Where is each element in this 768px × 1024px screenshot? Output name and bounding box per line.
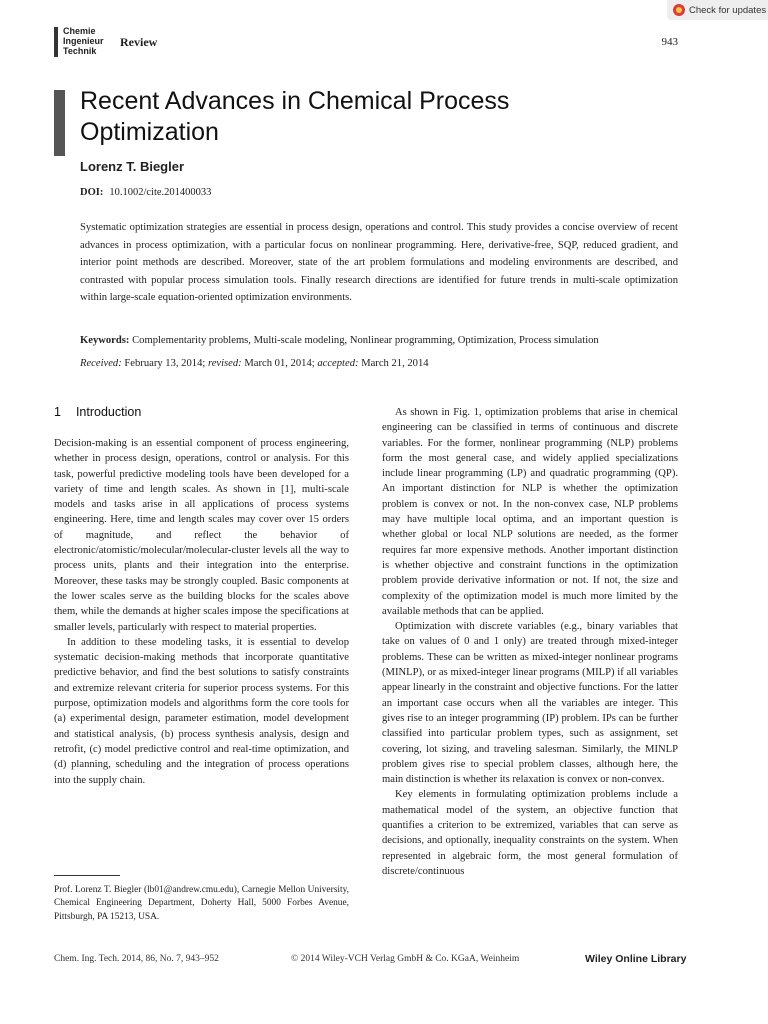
doi-label: DOI: — [80, 187, 104, 198]
dates-row — [80, 358, 690, 369]
title-accent-bar — [54, 90, 65, 156]
header-accent-bar — [54, 27, 58, 57]
revised-label: revised: — [207, 358, 242, 369]
author-footnote: Prof. Lorenz T. Biegler (lb01@andrew.cmu.edu), Carnegie Mellon University, Chemical Engineering Department, Doherty Hall, 5000 Forbes Avenue, Pittsburgh, PA 15213, USA. — [54, 885, 349, 922]
journal-logo-line: Chemie — [63, 26, 96, 36]
section-title: Introduction — [75, 405, 142, 419]
journal-logo-line: Technik — [63, 46, 97, 56]
abstract: Systematic optimization strategies are essential in process design, operations and control. This study provides a concise overview of recent advances in process optimization, with a particular focus on nonlinear programming. Here, derivative-free, SQP, reduced gradient, and interior point methods are described. Moreover, state of the art problem formulations and modeling environments are described, and contrasted with popular process simulation tools. Finally research directions are identified for future trends in multi-scale optimization within large-scale equation-oriented optimization environments. — [80, 222, 678, 304]
body-paragraph: In addition to these modeling tasks, it is essential to develop systematic decision-making methods that incorporate quantitative predictive behavior, and find the best solutions to satisfy constraints and extremize relevant criteria for superior process systems. For this purpose, optimization models and algorithms form the core tools for (a) experimental design, parameter estimation, model development and statistical analysis, (b) process synthesis analysis, design and retrofit, (c) model predictive control and real-time optimization, and (d) planning, scheduling and the integration of process operations into the supply chain. — [54, 636, 349, 786]
crossmark-icon — [673, 4, 685, 16]
footnote-rule — [54, 875, 120, 876]
body-column-left — [54, 436, 349, 788]
received-label: Received: — [80, 358, 122, 369]
page-number: 943 — [661, 36, 678, 48]
check-for-updates-button[interactable] — [667, 0, 768, 20]
received-date: February 13, 2014; — [124, 358, 206, 369]
section-number: 1 — [54, 405, 61, 419]
body-paragraph: Decision-making is an essential component of process engineering, whether in process design, operations, control or analysis. For this task, powerful predictive modeling tools have been developed for a variety of time and length scales. As shown in [1], multi-scale models and tasks arise in all applications of process systems engineering. Here, time and length scales may cover over 15 orders of magnitude, and reflect the behavior of electronic/atomistic/molecular/molecular-cluster levels all the way to process units, plants and their integration into the enterprise. Moreover, these tasks may be strongly coupled. Basic components at the lower scales serve as the building blocks for the scales above them, while the demands at higher scales impose the specifications at smaller levels, particularly with respect to material properties. — [54, 438, 349, 633]
doi-link[interactable]: 10.1002/cite.201400033 — [109, 187, 212, 198]
doi-row — [80, 187, 211, 198]
accepted-label: accepted: — [317, 358, 359, 369]
body-paragraph: As shown in Fig. 1, optimization problems that arise in chemical engineering can be classified in terms of continuous and discrete variables. For the former, nonlinear programming (NLP) problems form the most general case, and widely applied specializations include linear programming (LP) and quadratic programming (QP). An important distinction for NLP is whether the optimization problem is convex or not. In the non-convex case, NLP problems may have multiple local optima, and an important question is whether global or local NLP solutions are needed, as the former requires far more expensive methods. Another important distinction is whether objective and constraint functions in the optimization problem provide derivative information or not. If not, the size and complexity of the optimization model is much more limited by the available methods that can be applied. — [382, 407, 678, 617]
section-heading — [54, 405, 141, 419]
journal-logo-line: Ingenieur — [63, 36, 104, 46]
keywords-label: Keywords: — [80, 335, 130, 346]
accepted-date: March 21, 2014 — [361, 358, 429, 369]
article-title: Recent Advances in Chemical Process Optimization — [80, 87, 510, 146]
body-paragraph: Key elements in formulating optimization problems include a mathematical model of the system, an objective function that quantifies a criterion to be extremized, variables that can serve as decisions, and optionally, inequality constraints on the system. When represented in algebraic form, the most general formulation of discrete/continuous — [382, 789, 678, 877]
section-label: Review — [120, 35, 158, 49]
journal-logo — [63, 26, 123, 56]
body-column-right — [382, 405, 678, 879]
revised-date: March 01, 2014; — [244, 358, 315, 369]
body-paragraph: Optimization with discrete variables (e.g., binary variables that take on values of 0 and 1 only) are treated through mixed-integer problems. These can be written as mixed-integer nonlinear programs (MINLP), or as mixed-integer linear programs (MILP) if all variables appear linearly in the constraint and objective functions. For the latter an important case occurs when all the variables are integer. This gives rise to an integer programming (IP) problem. IPs can be further classified into particular problem types, such as assignment, set covering, lot sizing, and traveling salesman. Similarly, the MINLP problem gives rise to special problem classes, although here, the main distinction is whether its relaxation is convex or non-convex. — [382, 621, 678, 786]
wiley-online-library-logo[interactable]: Wiley Online Library — [585, 953, 687, 965]
footer-copyright: © 2014 Wiley-VCH Verlag GmbH & Co. KGaA, Weinheim — [291, 954, 520, 964]
keywords-value: Complementarity problems, Multi-scale modeling, Nonlinear programming, Optimization, Process simulation — [132, 335, 599, 346]
check-for-updates-label: Check for updates — [689, 4, 767, 16]
author-name: Lorenz T. Biegler — [80, 159, 185, 174]
keywords-row — [80, 335, 690, 346]
footer-citation: Chem. Ing. Tech. 2014, 86, No. 7, 943–952 — [54, 954, 219, 964]
